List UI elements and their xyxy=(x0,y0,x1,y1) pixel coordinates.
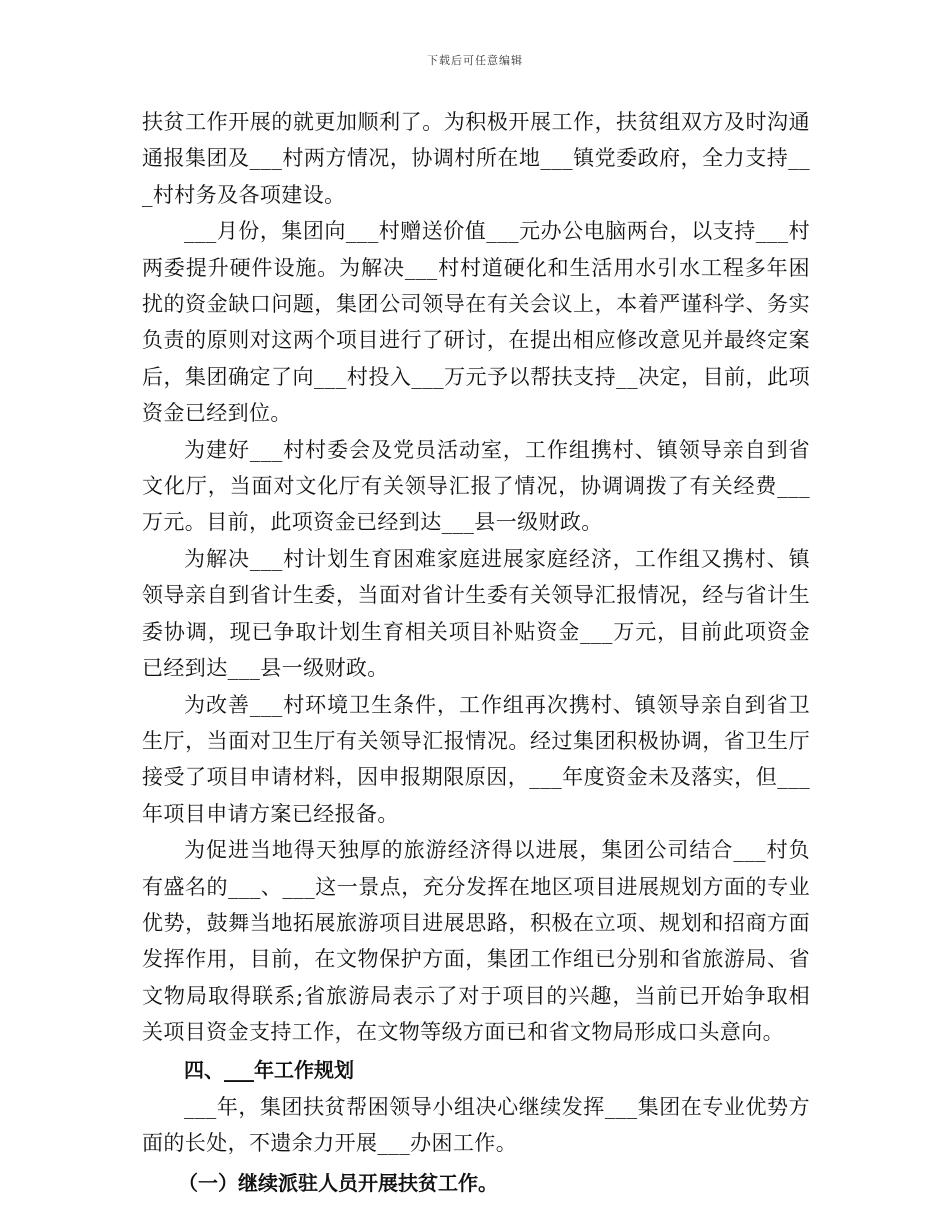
paragraph-continuation: 扶贫工作开展的就更加顺利了。为积极开展工作，扶贫组双方及时沟通通报集团及___村两方情况，协调村所在地___镇党委政府，全力支持___村村务及各项建设。 xyxy=(142,110,810,207)
document-body xyxy=(142,104,810,1203)
paragraph-tourism: 为促进当地得天独厚的旅游经济得以进展，集团公司结合___村负有盛名的___、___这一景点，充分发挥在地区项目进展规划方面的专业优势，鼓舞当地拓展旅游项目进展思路，积极在立项、规划和招商方面发挥作用，目前，在文物保护方面，集团工作组已分别和省旅游局、省文物局取得联系;省旅游局表示了对于项目的兴趣，当前已开始争取相关项目资金支持工作，在文物等级方面已和省文物局形成口头意向。 xyxy=(142,838,810,1045)
paragraph-sanitation: 为改善___村环境卫生条件，工作组再次携村、镇领导亲自到省卫生厅，当面对卫生厅有关领导汇报情况。经过集团积极协调，省卫生厅接受了项目申请材料，因申报期限原因，___年度资金未及落实，但___年项目申请方案已经报备。 xyxy=(142,692,810,826)
paragraph-family-planning: 为解决___村计划生育困难家庭进展家庭经济，工作组又携村、镇领导亲自到省计生委，当面对省计生委有关领导汇报情况，经与省计生委协调，现已争取计划生育相关项目补贴资金___万元，目前此项资金已经到达___县一级财政。 xyxy=(142,546,810,681)
section-paragraph: ___年，集团扶贫帮困领导小组决心继续发挥___集团在专业优势方面的长处，不遗余力开展___办困工作。 xyxy=(142,1094,810,1155)
paragraph-computers-and-roads: ___月份，集团向___村赠送价值___元办公电脑两台，以支持___村两委提升硬件设施。为解决___村村道硬化和生活用水引水工程多年困扰的资金缺口问题，集团公司领导在有关会议上，本着严谨科学、务实负责的原则对这两个项目进行了研讨，在提出相应修改意见并最终定案后，集团确定了向___村投入___万元予以帮扶支持__决定，目前，此项资金已经到位。 xyxy=(142,219,810,426)
page-header-note: 下载后可任意编辑 xyxy=(427,54,523,67)
subsection-heading: （一）继续派驻人员开展扶贫工作。 xyxy=(178,1171,498,1196)
paragraph-village-committee: 为建好___村村委会及党员活动室，工作组携村、镇领导亲自到省文化厅，当面对文化厅有关领导汇报了情况，协调调拨了有关经费___万元。目前，此项资金已经到达___县一级财政。 xyxy=(142,437,810,535)
section-heading: 四、___年工作规划 xyxy=(184,1057,354,1082)
